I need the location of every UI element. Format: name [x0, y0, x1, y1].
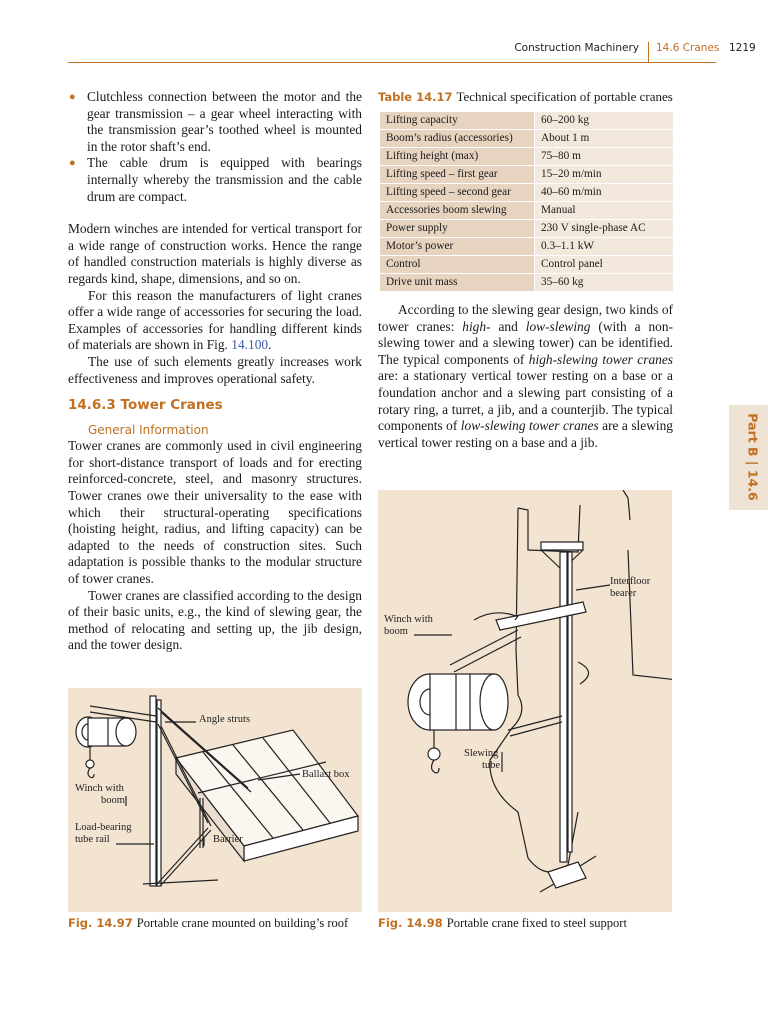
label-winch-boom-line1: Winch with: [75, 783, 124, 794]
left-column: [68, 89, 362, 654]
table-label: Table 14.17: [378, 90, 453, 104]
steel-support-crane-illustration: [378, 490, 672, 912]
table-row: Control Control panel: [380, 256, 673, 274]
table-row: Lifting speed – first gear 15–20 m/min: [380, 166, 673, 184]
table-row: Accessories boom slewing Manual: [380, 202, 673, 220]
label-barrier: Barrier: [213, 834, 243, 845]
paragraph-tower-cranes: Tower cranes are commonly used in civil engineering for short-distance transport of loads and for erecting reinforced-concrete, steel, and masonry structures. Tower cranes owe their universality to the ease with which their structural-operating specifications (hoisting height, radius, and lifting capacity) can be adapted to the needs of construction sites. Such adaptation is possible thanks to the modular structure of tower cranes.: [68, 438, 362, 587]
header-book-title: Construction Machinery: [514, 42, 639, 54]
label-angle-struts: Angle struts: [199, 714, 251, 725]
table-row: Lifting speed – second gear 40–60 m/min: [380, 184, 673, 202]
header-rule: [68, 62, 716, 63]
label-tube-rail-line2: tube rail: [75, 834, 110, 845]
header-separator: [648, 42, 649, 62]
paragraph-accessories: For this reason the manufacturers of light cranes offer a wide range of accessories for securing the load. Examples of accessories for handling different kinds of materials are shown in Fig. 14.100.: [68, 287, 362, 353]
figure-label: Fig. 14.98: [378, 916, 443, 930]
paragraph-classification: Tower cranes are classified according to the design of their basic units, e.g., the kind of slewing gear, the method of relocating and setting up, the jib design, and the tower design.: [68, 587, 362, 653]
table-caption: [378, 89, 678, 105]
section-heading: 14.6.3 Tower Cranes: [68, 397, 223, 414]
figure-label: Fig. 14.97: [68, 916, 133, 930]
table-row: Power supply 230 V single-phase AC: [380, 220, 673, 238]
label-tube-rail-line1: Load-bearing: [75, 822, 132, 833]
paragraph-slewing: According to the slewing gear design, two kinds of tower cranes: high- and low-slewing (with a non-slewing tower and a slewing tower) can be identified. The typical components of high-slewing tower cranes are: a stationary vertical tower resting on a base or a foundation anchor and a slewing part consisting of a rotary ring, a turret, a jib, and a counterjib. The typical components of low-slewing tower cranes are a slewing vertical tower resting on a base and a jib.: [378, 302, 673, 450]
page-number: 1219: [729, 42, 756, 54]
figure-14-98-caption: Fig. 14.98 Portable crane fixed to steel support: [378, 916, 627, 930]
figure-14-97: [68, 688, 362, 912]
figure-14-98: [378, 490, 672, 912]
table-row: Lifting height (max) 75–80 m: [380, 148, 673, 166]
part-side-tab: [729, 405, 768, 510]
label-interfloor-line1: Interfloor: [610, 576, 651, 587]
bullet-icon: ●: [69, 91, 76, 103]
label-winch-boom-line2: boom: [384, 626, 408, 637]
label-interfloor-line2: bearer: [610, 588, 637, 599]
label-slewing-tube-line1: Slewing: [464, 748, 499, 759]
label-slewing-tube-line2: tube: [482, 760, 501, 771]
table-row: Lifting capacity 60–200 kg: [380, 112, 673, 130]
table-row: Motor’s power 0.3–1.1 kW: [380, 238, 673, 256]
list-item: ● The cable drum is equipped with bearings internally whereby the transmission and the cable drum are compact.: [69, 155, 362, 204]
table-row: Boom’s radius (accessories) About 1 m: [380, 130, 673, 148]
header-section: 14.6 Cranes: [656, 42, 720, 54]
label-ballast-box: Ballast box: [302, 769, 350, 780]
table-row: Drive unit mass 35–60 kg: [380, 274, 673, 292]
label-winch-boom-line2: boom: [101, 795, 125, 806]
figure-link[interactable]: 14.100: [231, 337, 269, 353]
right-column-text: [378, 302, 673, 451]
paragraph-winches: Modern winches are intended for vertical transport for a wide range of construction works. Hence the range of handled construction materials is highly diverse as regards kind, shape, dimensions, and so on.: [68, 221, 362, 286]
figure-14-97-caption: Fig. 14.97 Portable crane mounted on building’s roof: [68, 916, 349, 930]
label-winch-boom-line1: Winch with: [384, 614, 433, 625]
bullet-icon: ●: [69, 157, 76, 170]
table-caption-text: Technical specification of portable cranes: [456, 89, 673, 104]
subsection-heading: General Information: [88, 422, 209, 437]
bullet-list: [68, 89, 362, 205]
paragraph-effectiveness: The use of such elements greatly increases work effectiveness and improves operational safety.: [68, 353, 362, 386]
spec-table: [380, 112, 673, 292]
list-item: ● Clutchless connection between the motor and the gear transmission – a gear wheel interacting with the transmission gear’s toothed wheel is mounted in the rotor shaft’s end.: [69, 89, 362, 154]
side-tab-label: Part B | 14.6: [745, 413, 761, 501]
